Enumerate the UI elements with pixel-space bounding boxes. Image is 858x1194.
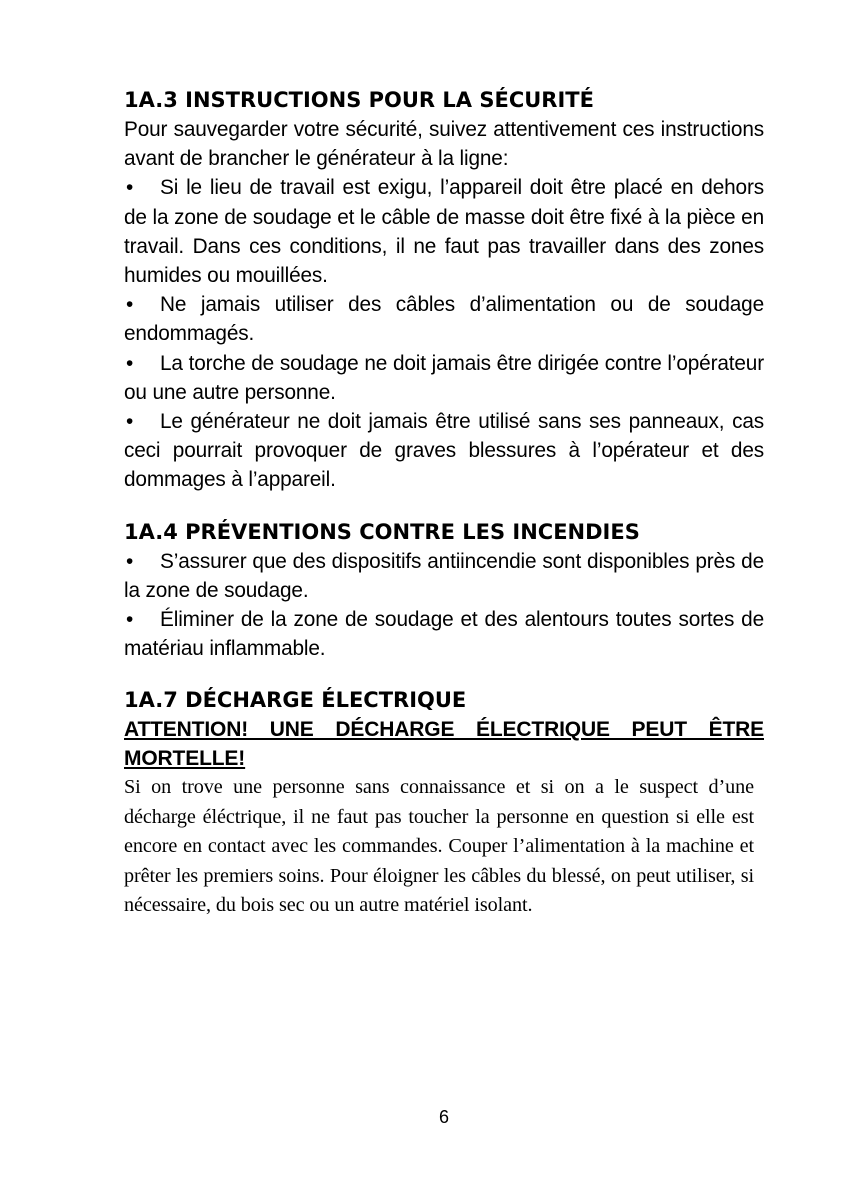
bullet-text: Le générateur ne doit jamais être utilisé sans ses panneaux, cas ceci pourrait provoquer de graves blessures à l’opérateur et des dommages à l’appareil.	[124, 410, 764, 492]
bullet-icon: •	[126, 351, 134, 375]
section-electric-shock	[124, 685, 764, 920]
bullet-item	[124, 547, 764, 605]
section-safety-instructions	[124, 85, 764, 495]
bullet-text: La torche de soudage ne doit jamais être dirigée contre l’opérateur ou une autre personne.	[124, 351, 764, 404]
bullet-item	[124, 407, 764, 495]
bullet-item	[124, 173, 764, 290]
bullet-text: Si le lieu de travail est exigu, l’appareil doit être placé en dehors de la zone de soudage et le câble de masse doit être fixé à la pièce en travail. Dans ces conditions, il ne faut pas travailler dans des zones humides ou mouillées.	[124, 176, 764, 288]
bullet-icon: •	[126, 293, 134, 317]
bullet-item	[124, 290, 764, 348]
bullet-icon: •	[126, 549, 134, 573]
bullet-item	[124, 605, 764, 663]
section-heading: 1A.7 DÉCHARGE ÉLECTRIQUE	[124, 688, 467, 713]
section-intro: Pour sauvegarder votre sécurité, suivez attentivement ces instructions avant de brancher le générateur à la ligne:	[124, 118, 764, 171]
document-page	[124, 85, 764, 920]
section-heading: 1A.3 INSTRUCTIONS POUR LA SÉCURITÉ	[124, 88, 594, 112]
bullet-icon: •	[126, 410, 134, 434]
bullet-item	[124, 349, 764, 407]
bullet-icon: •	[126, 608, 134, 632]
bullet-text: Ne jamais utiliser des câbles d’alimentation ou de soudage endommagés.	[124, 293, 764, 346]
section-body: Si on trove une personne sans connaissance et si on a le suspect d’une décharge éléctrique, il ne faut pas toucher la personne en question si elle est encore en contact avec les commandes. Couper l’alimentation à la machine et prêter les premiers soins. Pour éloigner les câbles du blessé, on peut utiliser, si nécessaire, du bois sec ou un autre matériel isolant.	[124, 776, 754, 917]
bullet-icon: •	[126, 176, 134, 200]
section-fire-prevention	[124, 517, 764, 664]
page-number: 6	[438, 1107, 449, 1127]
bullet-text: S’assurer que des dispositifs antiincendie sont disponibles près de la zone de soudage.	[124, 549, 764, 602]
section-heading: 1A.4 PRÉVENTIONS CONTRE LES INCENDIES	[124, 519, 640, 544]
bullet-text: Éliminer de la zone de soudage et des alentours toutes sortes de matériau inflammable.	[124, 608, 764, 661]
warning-text: ATTENTION! UNE DÉCHARGE ÉLECTRIQUE PEUT ÊTRE MORTELLE!	[124, 718, 764, 771]
